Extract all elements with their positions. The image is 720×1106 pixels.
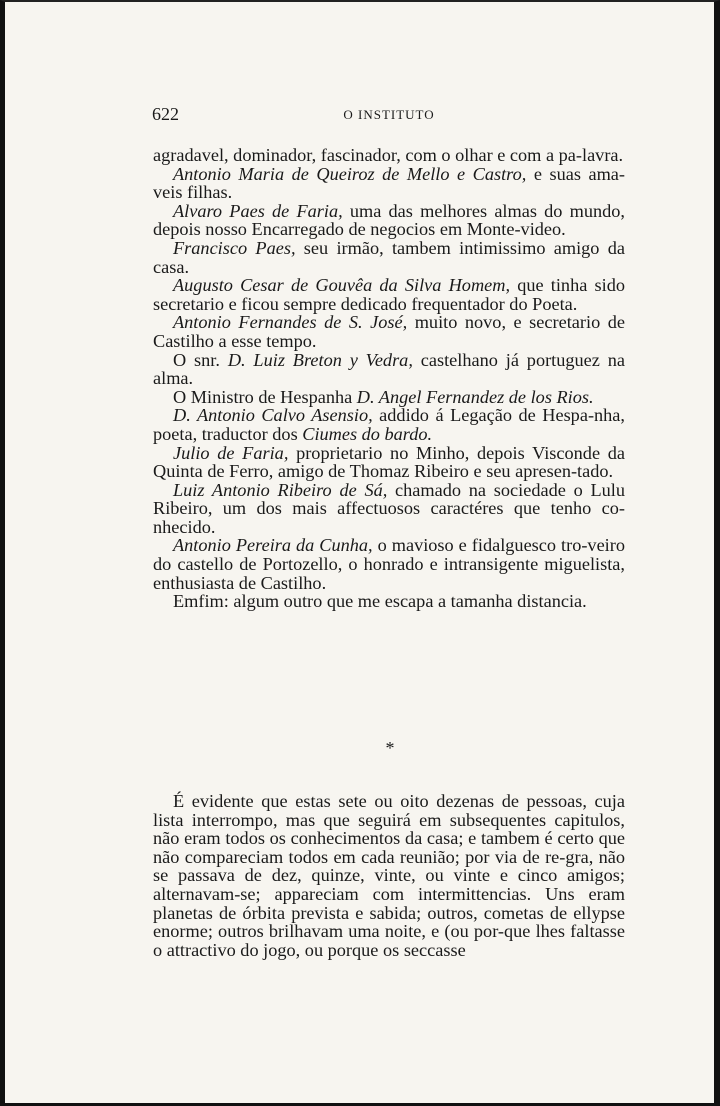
- list-item: [153, 444, 625, 481]
- person-name: Antonio Maria de Queiroz de Mello e Castro,: [173, 163, 527, 184]
- person-name: Francisco Paes,: [173, 237, 296, 258]
- closing-paragraph: É evidente que estas sete ou oito dezenas de pessoas, cuja lista interrompo, mas que seguirá em subsequentes capitulos, não eram todos os conhecimentos da casa; e tambem é certo que não compareciam todos em cada reunião; por via de re-gra, não se passava de dez, quinze, vinte, ou vinte e cinco amigos; alternavam-se; appareciam com intermittencias. Uns eram planetas de órbita prevista e sabida; outros, cometas de ellypse enorme; outros brilhavam uma noite, e (ou por-que lhes faltasse o attractivo do jogo, ou porque os seccasse: [153, 791, 625, 960]
- person-name: Antonio Pereira da Cunha,: [173, 535, 373, 556]
- section-divider: *: [385, 738, 395, 758]
- list-item: [153, 146, 625, 165]
- person-name: Antonio Fernandes de S. José,: [173, 312, 408, 333]
- list-item: [153, 592, 625, 611]
- person-name: Luiz Antonio Ribeiro de Sá,: [173, 479, 388, 500]
- item-text: uma das melhores almas do mundo, depois nosso Encarregado de negocios em Monte-video.: [153, 200, 625, 240]
- list-item: [153, 351, 625, 388]
- item-text: o mavioso e fidalguesco tro-veiro do castello de Portozello, o honrado e intransigente miguelista, enthusiasta de Castilho.: [153, 535, 625, 593]
- item-text: Emfim: algum outro que me escapa a tamanha distancia.: [173, 591, 587, 612]
- person-name: D. Luiz Breton y Vedra,: [227, 349, 413, 370]
- item-text: proprietario no Minho, depois Visconde da Quinta de Ferro, amigo de Thomaz Ribeiro e seu apresen-tado.: [153, 442, 625, 482]
- list-item: [153, 536, 625, 592]
- list-item: [153, 313, 625, 350]
- list-item: [153, 276, 625, 313]
- item-prefix: O snr.: [173, 349, 228, 370]
- item-text: e suas ama-veis filhas.: [153, 163, 625, 203]
- item-text: castelhano já portuguez na alma.: [153, 349, 626, 389]
- list-item: [153, 202, 625, 239]
- list-item: [153, 239, 625, 276]
- item-text: addido á Legação de Hespa-nha, poeta, traductor dos: [153, 405, 625, 444]
- person-name: Alvaro Paes de Faria,: [173, 200, 343, 221]
- item-text: agradavel, dominador, fascinador, com o olhar e com a pa-lavra.: [153, 145, 624, 165]
- running-title: O INSTITUTO: [343, 107, 435, 122]
- person-name: Augusto Cesar de Gouvêa da Silva Homem,: [173, 275, 511, 296]
- page-number: 622: [152, 104, 179, 124]
- item-text: muito novo, e secretario de Castilho a esse tempo.: [153, 312, 626, 351]
- person-name: D. Antonio Calvo Asensio,: [173, 405, 373, 426]
- item-text: seu irmão, tambem intimissimo amigo da casa.: [153, 237, 625, 277]
- item-text: que tinha sido secretario e ficou sempre dedicado frequentador do Poeta.: [153, 275, 625, 314]
- page-header: [152, 104, 626, 128]
- closing-section: [153, 792, 625, 959]
- list-item: [153, 481, 625, 537]
- work-title: Ciumes do bardo.: [302, 423, 433, 444]
- list-item: [153, 388, 625, 407]
- list-item: [153, 406, 625, 443]
- person-name: D. Angel Fernandez de los Rios.: [356, 386, 594, 407]
- person-name: Julio de Faria,: [173, 442, 289, 463]
- item-text: chamado na sociedade o Lulu Ribeiro, um dos mais affectuosos caractéres que tenho co-nhecido.: [153, 479, 625, 537]
- name-list: [153, 146, 625, 611]
- list-item: [153, 165, 625, 202]
- item-prefix: O Ministro de Hespanha: [173, 386, 357, 407]
